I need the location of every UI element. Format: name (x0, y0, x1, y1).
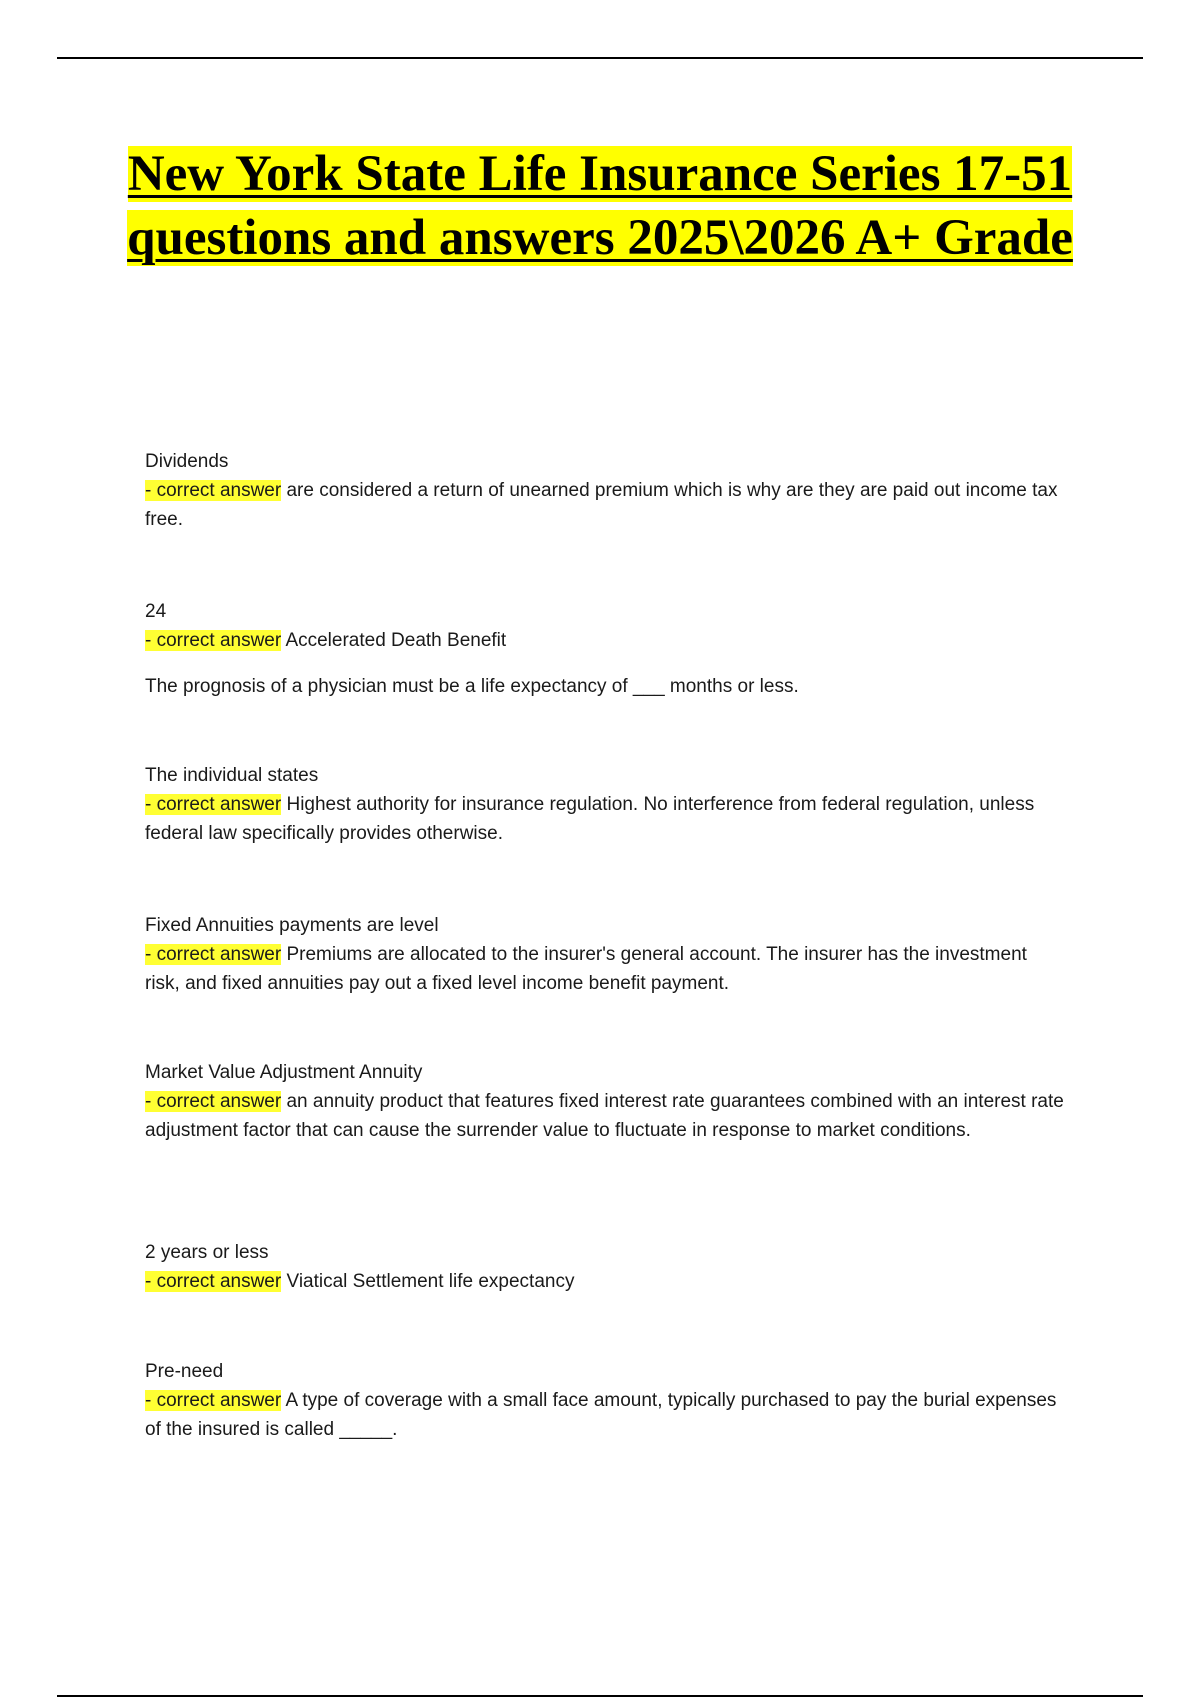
qa-term: Market Value Adjustment Annuity (145, 1062, 423, 1083)
qa-item-2-years (145, 1238, 1065, 1296)
qa-answer-line (145, 1267, 1065, 1296)
qa-item-fixed-annuities (145, 911, 1065, 998)
qa-answer-line (145, 1087, 1065, 1145)
qa-term: 24 (145, 601, 167, 622)
qa-item-individual-states (145, 761, 1065, 848)
qa-answer: are considered a return of unearned premium which is why are they are paid out income tax free. (145, 480, 1058, 530)
qa-answer-line (145, 476, 1065, 534)
qa-answer-line (145, 626, 1065, 655)
answer-marker: - correct answer (145, 1091, 282, 1112)
qa-item-market-value-adjustment (145, 1058, 1065, 1145)
qa-term: 2 years or less (145, 1242, 269, 1263)
qa-answer: an annuity product that features fixed interest rate guarantees combined with an interest rate adjustment factor that can cause the surrender value to fluctuate in response to market conditions. (145, 1091, 1064, 1141)
qa-item-dividends (145, 447, 1065, 534)
qa-answer-line (145, 1386, 1065, 1444)
top-rule (57, 57, 1143, 59)
answer-marker: - correct answer (145, 630, 282, 651)
answer-marker: - correct answer (145, 1271, 282, 1292)
document-title: New York State Life Insurance Series 17-51 questions and answers 2025\2026 A+ Grade (127, 146, 1073, 266)
qa-term: Dividends (145, 451, 229, 472)
answer-marker: - correct answer (145, 944, 282, 965)
qa-answer-line (145, 940, 1065, 998)
qa-item-pre-need (145, 1357, 1065, 1444)
answer-marker: - correct answer (145, 794, 282, 815)
qa-term: Pre-need (145, 1361, 224, 1382)
qa-answer: A type of coverage with a small face amount, typically purchased to pay the burial expenses of the insured is called _____. (145, 1390, 1057, 1440)
qa-item-24 (145, 597, 1065, 701)
title-block (100, 142, 1100, 270)
qa-note: The prognosis of a physician must be a life expectancy of ___ months or less. (145, 676, 799, 697)
qa-answer: Premiums are allocated to the insurer's general account. The insurer has the investment risk, and fixed annuities pay out a fixed level income benefit payment. (145, 944, 1027, 994)
answer-marker: - correct answer (145, 480, 282, 501)
qa-term: Fixed Annuities payments are level (145, 915, 439, 936)
qa-answer-line (145, 790, 1065, 848)
qa-answer: Viatical Settlement life expectancy (286, 1271, 575, 1292)
qa-answer: Accelerated Death Benefit (285, 630, 507, 651)
qa-answer: Highest authority for insurance regulation. No interference from federal regulation, unless federal law specifically provides otherwise. (145, 794, 1035, 844)
bottom-rule (57, 1695, 1143, 1697)
qa-term: The individual states (145, 765, 319, 786)
answer-marker: - correct answer (145, 1390, 282, 1411)
